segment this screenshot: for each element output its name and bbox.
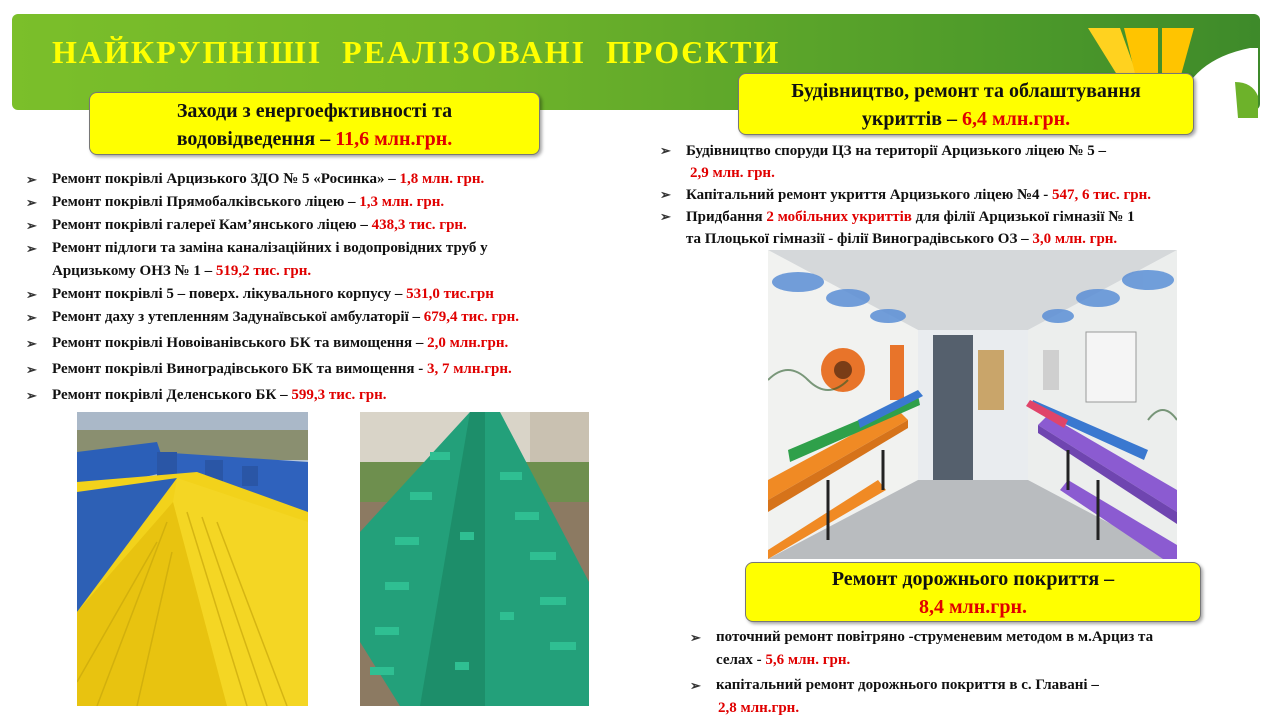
list-item: ➢ Придбання 2 мобільних укриттів для філії Арцизької гімназії № 1 та Плоцької гімназії - філії Виноградівського ОЗ – 3,0 млн. грн. [658, 206, 1273, 250]
roads-heading-amount: 8,4 млн.грн. [918, 596, 1028, 618]
arrow-bullet-icon: ➢ [690, 630, 701, 645]
list-item: ➢ поточний ремонт повітряно -струменевим методом в м.Арциз та селах - 5,6 млн. грн. [688, 626, 1273, 672]
arrow-bullet-icon: ➢ [660, 209, 671, 224]
energy-heading-line2: водовідведення – [176, 128, 336, 150]
page-title: НАЙКРУПНІШІ РЕАЛІЗОВАНІ ПРОЄКТИ [52, 34, 781, 70]
arrow-bullet-icon: ➢ [660, 187, 671, 202]
list-item: ➢ Ремонт покрівлі Прямобалківського ліцею – 1,3 млн. грн. [24, 191, 644, 214]
list-item: ➢ Ремонт покрівлі Арцизького ЗДО № 5 «Росинка» – 1,8 млн. грн. [24, 168, 644, 191]
energy-heading-amount: 11,6 млн.грн. [335, 128, 453, 150]
roof-photo-yellow [77, 412, 308, 706]
shelters-heading-line2: укриттів – [861, 108, 963, 130]
list-item: ➢ Ремонт покрівлі 5 – поверх. лікувального корпусу – 531,0 тис.грн [24, 283, 644, 306]
roads-heading-box [745, 562, 1201, 622]
arrow-bullet-icon: ➢ [26, 172, 37, 187]
list-item: ➢ Ремонт покрівлі Деленського БК – 599,3 тис. грн. [24, 384, 644, 407]
shelters-heading-amount: 6,4 млн.грн. [962, 108, 1071, 130]
list-item: ➢ Капітальний ремонт укриття Арцизького ліцею №4 - 547, 6 тис. грн. [658, 184, 1273, 206]
arrow-bullet-icon: ➢ [26, 218, 37, 233]
arrow-bullet-icon: ➢ [26, 310, 37, 325]
shelter-interior-photo [768, 250, 1177, 559]
arrow-bullet-icon: ➢ [26, 287, 37, 302]
list-item: ➢ Ремонт покрівлі галереї Кам’янського ліцею – 438,3 тис. грн. [24, 214, 644, 237]
arrow-bullet-icon: ➢ [26, 241, 37, 256]
list-item: ➢ Ремонт покрівлі Новоіванівського БК та вимощення – 2,0 млн.грн. [24, 332, 644, 355]
arrow-bullet-icon: ➢ [660, 143, 671, 158]
list-item: ➢ Ремонт підлоги та заміна каналізаційних і водопровідних труб у Арцизькому ОНЗ № 1 – 519,2 тис. грн. [24, 237, 644, 283]
energy-heading-box [89, 92, 540, 155]
arrow-bullet-icon: ➢ [26, 388, 37, 403]
arrow-bullet-icon: ➢ [26, 336, 37, 351]
shelters-list [658, 140, 1273, 250]
roads-list [688, 626, 1273, 720]
arrow-bullet-icon: ➢ [690, 678, 701, 693]
roof-photo-green [360, 412, 589, 706]
list-item: ➢ капітальний ремонт дорожнього покриття в с. Главані – 2,8 млн.грн. [688, 674, 1273, 720]
energy-heading-line1: Заходи з енергоефктивності та [176, 100, 453, 122]
list-item: ➢ Будівництво споруди ЦЗ на території Арцизького ліцею № 5 – 2,9 млн. грн. [658, 140, 1273, 184]
list-item: ➢ Ремонт даху з утепленням Задунаївської амбулаторії – 679,4 тис. грн. [24, 306, 644, 329]
list-item: ➢ Ремонт покрівлі Виноградівського БК та вимощення - 3, 7 млн.грн. [24, 358, 644, 381]
arrow-bullet-icon: ➢ [26, 362, 37, 377]
energy-list [24, 168, 644, 407]
arrow-bullet-icon: ➢ [26, 195, 37, 210]
shelters-heading-box [738, 73, 1194, 135]
shelters-heading-line1: Будівництво, ремонт та облаштування [791, 80, 1141, 102]
roads-heading-line1: Ремонт дорожнього покриття – [831, 568, 1115, 590]
